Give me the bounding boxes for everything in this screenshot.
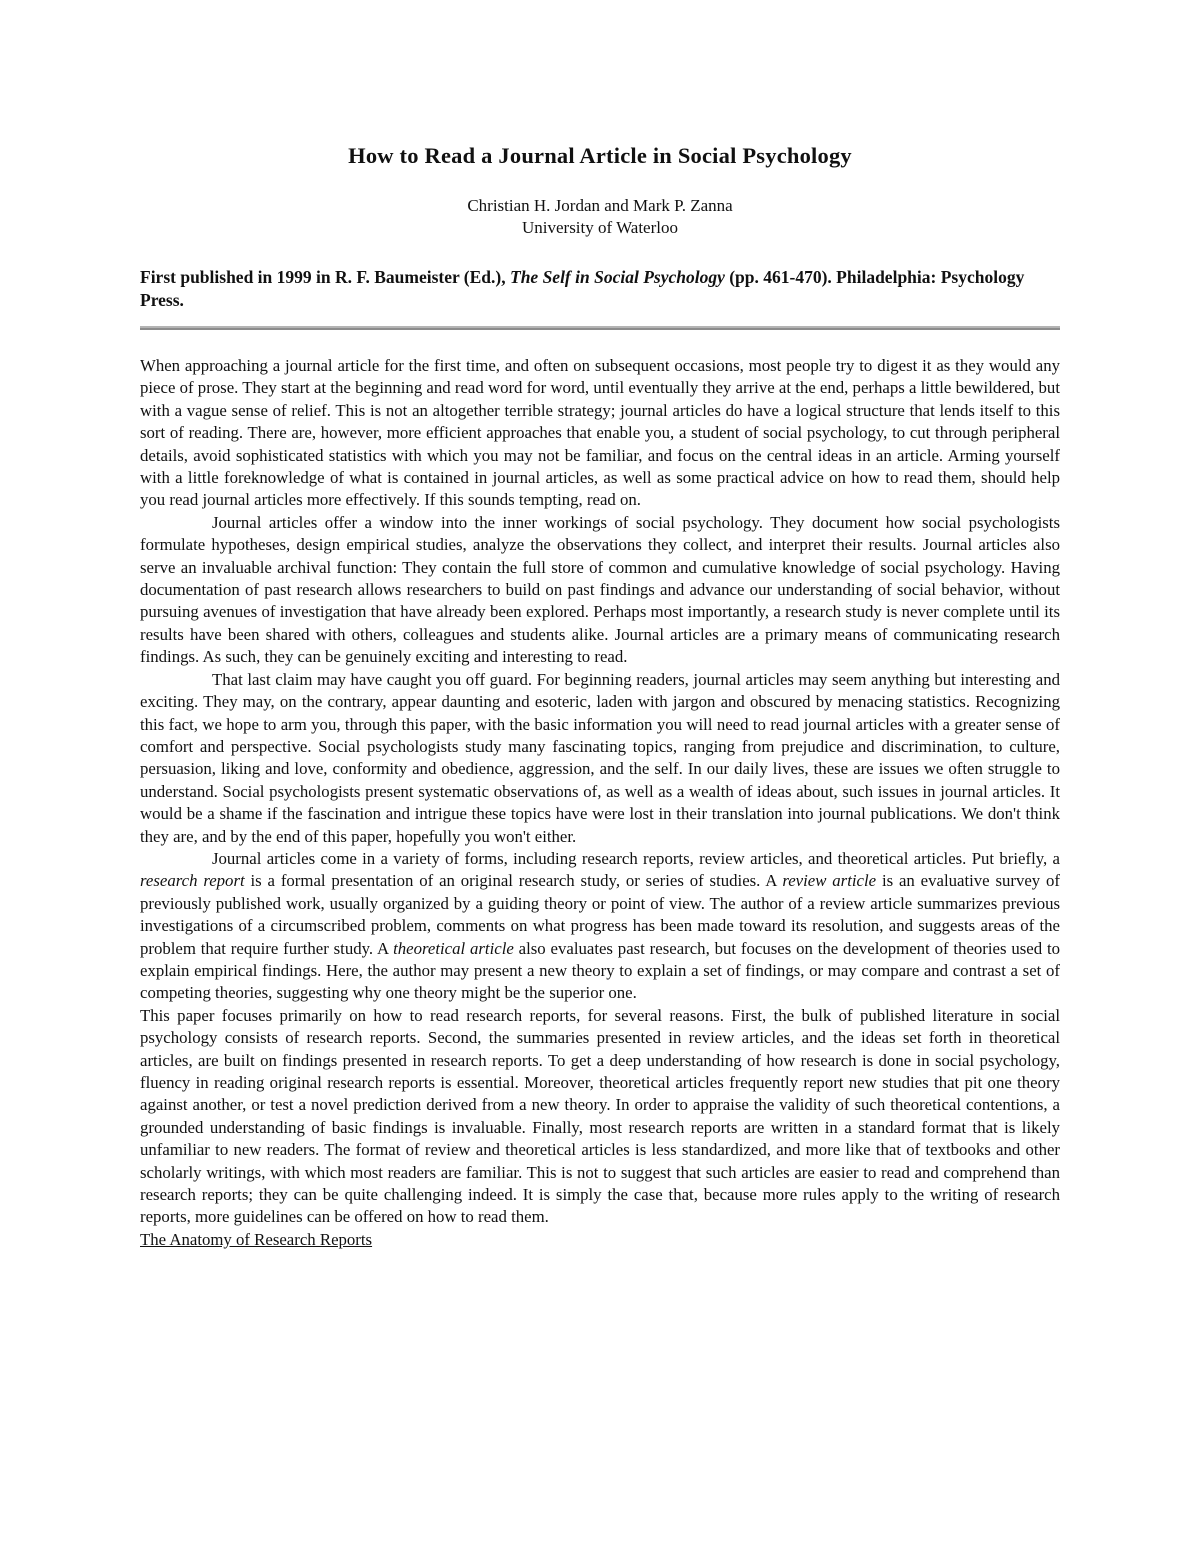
citation-suffix: (pp. 461-470). Philadelphia: Psychology Press.: [140, 267, 1025, 310]
paragraph-4-text-1: Journal articles come in a variety of forms, including research reports, review articles, and theoretical articles. Put briefly, a: [212, 848, 1060, 868]
author-names: Christian H. Jordan and Mark P. Zanna: [467, 196, 733, 215]
publication-citation: [140, 266, 1060, 312]
citation-book-title: The Self in Social Psychology: [510, 267, 725, 287]
section-heading: The Anatomy of Research Reports: [140, 1229, 373, 1249]
citation-prefix: First published in 1999 in R. F. Baumeister (Ed.),: [140, 267, 510, 287]
article-body: [140, 355, 1060, 1251]
term-research-report: research report: [140, 871, 245, 891]
paragraph-1: When approaching a journal article for the first time, and often on subsequent occasions, most people try to digest it as they would any piece of prose. They start at the beginning and read word for word, until eventually they arrive at the end, perhaps a little bewildered, but with a vague sense of relief. This is not an altogether terrible strategy; journal articles do have a logical structure that lends itself to this sort of reading. There are, however, more efficient approaches that enable you, a student of social psychology, to cut through peripheral details, avoid sophisticated statistics with which you may not be familiar, and focus on the central ideas in an article. Arming yourself with a little foreknowledge of what is contained in journal articles, as well as some practical advice on how to read them, should help you read journal articles more effectively. If this sounds tempting, read on.: [140, 356, 1060, 510]
author-block: [140, 195, 1060, 239]
term-review-article: review article: [782, 871, 877, 891]
paragraph-3: That last claim may have caught you off guard. For beginning readers, journal articles may seem anything but interesting and exciting. They may, on the contrary, appear daunting and esoteric, laden with jargon and obscured by menacing statistics. Recognizing this fact, we hope to arm you, through this paper, with the basic information you will need to read journal articles with a greater sense of comfort and perspective. Social psychologists study many fascinating topics, ranging from prejudice and discrimination, to culture, persuasion, liking and love, conformity and obedience, aggression, and the self. In our daily lives, these are issues we often struggle to understand. Social psychologists present systematic observations of, as well as a wealth of ideas about, such issues in journal articles. It would be a shame if the fascination and intrigue these topics have were lost in their translation into journal publications. We don't think they are, and by the end of this paper, hopefully you won't either.: [140, 669, 1060, 846]
term-theoretical-article: theoretical article: [393, 938, 514, 958]
paragraph-4-text-3: is an evaluative survey of previously published work, usually organized by a guiding theory or point of view. The author of a review article summarizes previous investigations of a circumscribed problem, comments on what progress has been made toward its resolution, and suggests areas of the problem that require further study. A: [140, 871, 1061, 958]
paragraph-2: Journal articles offer a window into the inner workings of social psychology. They document how social psychologists formulate hypotheses, design empirical studies, analyze the observations they collect, and interpret their results. Journal articles also serve an invaluable archival function: They contain the full store of common and cumulative knowledge of social psychology. Having documentation of past research allows researchers to build on past findings and advance our understanding of social behavior, without pursuing avenues of investigation that have already been explored. Perhaps most importantly, a research study is never complete until its results have been shared with others, colleagues and students alike. Journal articles are a primary means of communicating research findings. As such, they can be genuinely exciting and interesting to read.: [140, 512, 1060, 667]
paragraph-4: [140, 848, 1060, 1005]
paragraph-5: This paper focuses primarily on how to read research reports, for several reasons. First, the bulk of published literature in social psychology consists of research reports. Second, the summaries presented in review articles, and the ideas set forth in theoretical articles, are built on findings presented in research reports. To get a deep understanding of how research is done in social psychology, fluency in reading original research reports is essential. Moreover, theoretical articles frequently report new studies that pit one theory against another, or test a novel prediction derived from a new theory. In order to appraise the validity of such theoretical contentions, a grounded understanding of basic findings is invaluable. Finally, most research reports are written in a standard format that is likely unfamiliar to new readers. The format of review and theoretical articles is less standardized, and more like that of textbooks and other scholarly writings, with which most readers are familiar. This is not to suggest that such articles are easier to read and comprehend than research reports; they can be quite challenging indeed. It is simply the case that, because more rules apply to the writing of research reports, more guidelines can be offered on how to read them.: [140, 1005, 1060, 1227]
article-title: How to Read a Journal Article in Social Psychology: [348, 143, 852, 168]
horizontal-rule: [140, 326, 1060, 330]
paragraph-4-text-4: also evaluates past research, but focuses on the development of theories used to explain empirical findings. Here, the author may present a new theory to explain a set of findings, or may compare and contrast a set of competing theories, suggesting why one theory might be the superior one.: [140, 938, 1061, 1003]
document-page: [140, 140, 1060, 1251]
author-affiliation: University of Waterloo: [521, 218, 678, 237]
paragraph-4-text-2: is a formal presentation of an original research study, or series of studies. A: [244, 871, 783, 891]
